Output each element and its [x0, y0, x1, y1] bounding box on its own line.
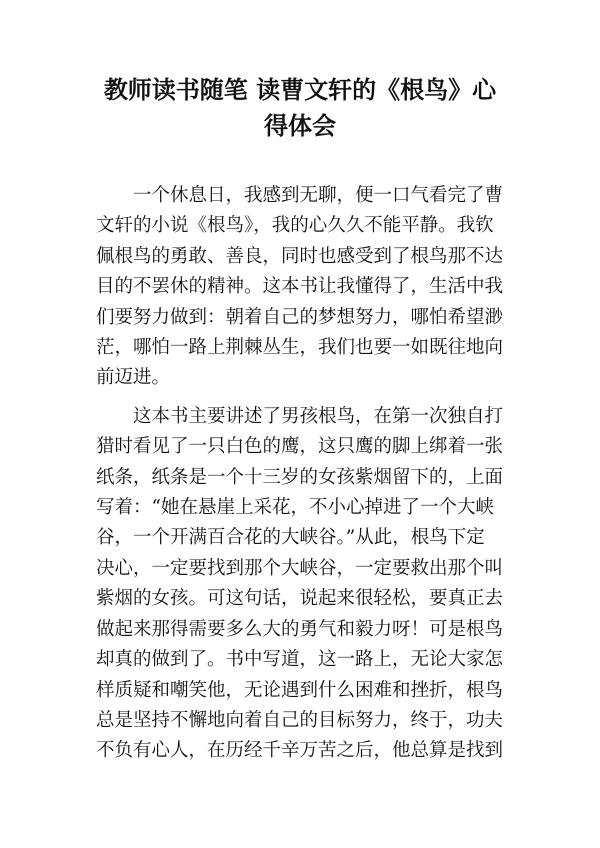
- paragraph: [96, 402, 504, 767]
- text-line: 样质疑和嘲笑他，无论遇到什么困难和挫折，根鸟: [96, 679, 504, 701]
- text-line: 却真的做到了。书中写道，这一路上，无论大家怎: [96, 649, 504, 671]
- text-line: 总是坚持不懈地向着自己的目标努力，终于，功夫: [96, 709, 504, 731]
- text-line: 佩根鸟的勇敢、善良，同时也感受到了根鸟那不达: [96, 245, 504, 267]
- text-line: 谷，一个开满百合花的大峡谷。”从此，根鸟下定: [96, 527, 485, 549]
- text-line: 紫烟的女孩。可这句话，说起来很轻松，要真正去: [96, 588, 504, 610]
- document-title: [60, 72, 540, 144]
- title-line: 得体会: [264, 112, 336, 140]
- paragraph: [96, 181, 504, 394]
- text-line: 文轩的小说《根鸟》，我的心久久不能平静。我钦: [96, 215, 494, 237]
- text-line: 前迈进。: [96, 367, 171, 389]
- text-line: 们要努力做到：朝着自己的梦想努力，哪怕希望渺: [96, 306, 504, 328]
- text-line: 决心，一定要找到那个大峡谷，一定要救出那个叫: [96, 557, 504, 579]
- text-line: 茫，哪怕一路上荆棘丛生，我们也要一如既往地向: [96, 337, 504, 359]
- document-body: [96, 181, 504, 775]
- text-line: 目的不罢休的精神。这本书让我懂得了，生活中我: [96, 276, 504, 298]
- title-line: 教师读书随笔 读曹文轩的《根鸟》心: [103, 76, 497, 104]
- text-line: 猎时看见了一只白色的鹰，这只鹰的脚上绑着一张: [96, 436, 504, 458]
- text-line: 不负有心人，在历经千辛万苦之后，他总算是找到: [96, 740, 504, 762]
- text-line: 这本书主要讲述了男孩根鸟，在第一次独自打: [96, 405, 504, 427]
- text-line: 纸条，纸条是一个十三岁的女孩紫烟留下的，上面: [96, 466, 504, 488]
- text-line: 一个休息日，我感到无聊，便一口气看完了曹: [96, 185, 504, 206]
- text-line: 做起来那得需要多么大的勇气和毅力呀！可是根鸟: [96, 618, 504, 640]
- text-line: 写着：“她在悬崖上采花，不小心掉进了一个大峡: [96, 497, 494, 519]
